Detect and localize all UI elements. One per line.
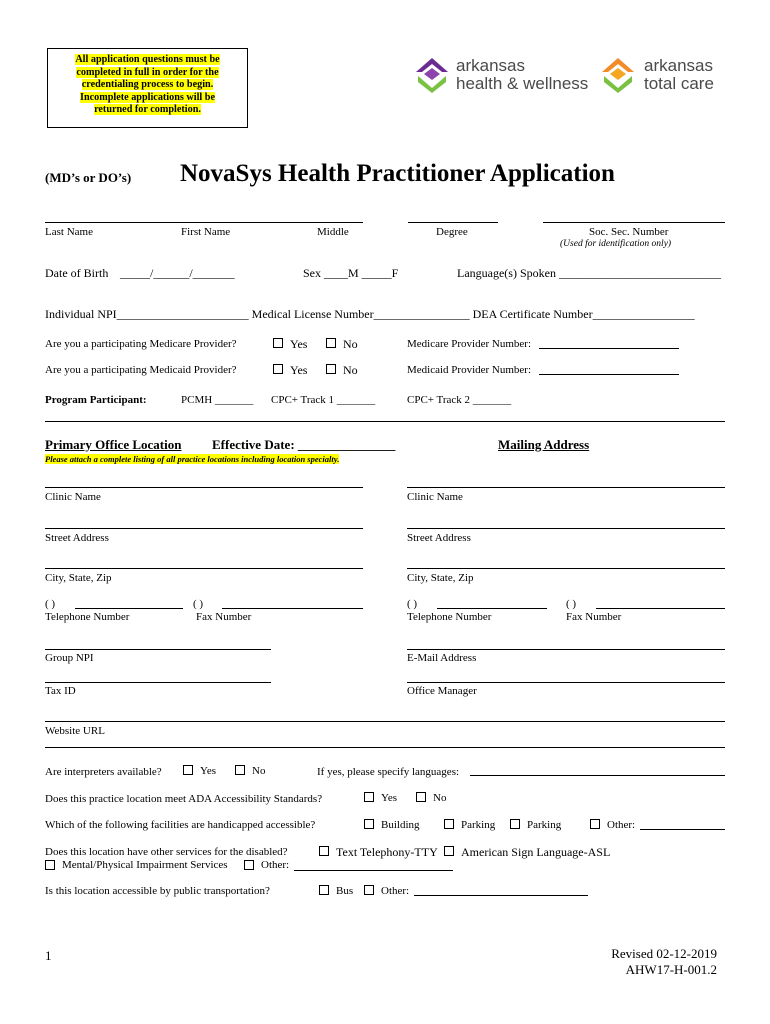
md-do-label: (MD’s or DO’s) <box>45 170 132 185</box>
attach-note <box>45 454 339 464</box>
transport-other-checkbox[interactable] <box>364 885 374 895</box>
medicare-no-label: No <box>343 337 358 351</box>
language-field[interactable]: Language(s) Spoken ___________________________ <box>457 266 721 280</box>
fax-line-left[interactable] <box>222 608 363 609</box>
ahw-logo-line1: arkansas <box>456 56 525 75</box>
atc-logo-mark-icon <box>600 56 636 94</box>
degree-label: Degree <box>436 226 468 238</box>
transport-other-line[interactable] <box>414 895 588 896</box>
fax-label-right: Fax Number <box>566 611 622 623</box>
medicare-no-checkbox[interactable] <box>326 338 336 348</box>
transport-other-label: Other: <box>381 885 410 897</box>
completion-notice <box>47 48 248 128</box>
parking-checkbox-1[interactable] <box>444 819 454 829</box>
street-line-right[interactable] <box>407 528 725 529</box>
notice-line: returned for completion. <box>94 104 201 116</box>
street-label-right: Street Address <box>407 532 471 544</box>
atc-logo-line2: total care <box>644 74 714 93</box>
program-participant-label: Program Participant: <box>45 394 147 406</box>
disabled-other-label: Other: <box>261 859 290 871</box>
middle-label: Middle <box>317 226 349 238</box>
notice-line: credentialing process to begin. <box>81 79 214 91</box>
ada-no-label: No <box>433 792 447 804</box>
sex-field[interactable]: Sex ____M _____F <box>303 266 399 280</box>
disabled-other-line[interactable] <box>294 870 453 871</box>
medicare-number-label: Medicare Provider Number: <box>407 338 532 350</box>
street-label-left: Street Address <box>45 532 109 544</box>
tel-area-right[interactable]: ( ) <box>407 598 418 610</box>
form-code: AHW17-H-001.2 <box>625 962 717 977</box>
interpreters-yes-checkbox[interactable] <box>183 765 193 775</box>
group-npi-line[interactable] <box>45 649 271 650</box>
fax-area-right[interactable]: ( ) <box>566 598 577 610</box>
primary-office-heading: Primary Office Location <box>45 437 182 452</box>
tel-label-left: Telephone Number <box>45 611 130 623</box>
tel-line-left[interactable] <box>75 608 183 609</box>
mental-impairment-checkbox[interactable] <box>45 860 55 870</box>
dob-label: Date of Birth <box>45 266 109 280</box>
ada-no-checkbox[interactable] <box>416 792 426 802</box>
disabled-services-question: Does this location have other services for the disabled? <box>45 846 288 858</box>
website-line[interactable] <box>45 721 725 722</box>
disabled-other-checkbox[interactable] <box>244 860 254 870</box>
cpc-track2-field[interactable]: CPC+ Track 2 _______ <box>407 394 512 406</box>
tty-checkbox[interactable] <box>319 846 329 856</box>
clinic-name-label-right: Clinic Name <box>407 491 463 503</box>
medicaid-number-label: Medicaid Provider Number: <box>407 364 532 376</box>
clinic-name-label-left: Clinic Name <box>45 491 101 503</box>
city-label-right: City, State, Zip <box>407 572 474 584</box>
fax-label-left: Fax Number <box>196 611 252 623</box>
ada-question: Does this practice location meet ADA Accessibility Standards? <box>45 793 323 805</box>
dob-blanks[interactable]: _____/______/_______ <box>120 266 235 280</box>
mental-impairment-label: Mental/Physical Impairment Services <box>62 859 228 871</box>
fax-area-left[interactable]: ( ) <box>193 598 204 610</box>
medicaid-yes-checkbox[interactable] <box>273 364 283 374</box>
parking-label-2: Parking <box>527 819 562 831</box>
transport-question: Is this location accessible by public transportation? <box>45 885 270 897</box>
building-label: Building <box>381 819 420 831</box>
ssn-line[interactable] <box>543 222 725 223</box>
ahw-logo <box>414 56 594 96</box>
bus-checkbox[interactable] <box>319 885 329 895</box>
city-line-right[interactable] <box>407 568 725 569</box>
atc-logo <box>600 56 730 96</box>
medicare-yes-label: Yes <box>290 337 308 351</box>
ada-yes-checkbox[interactable] <box>364 792 374 802</box>
tty-label: Text Telephony-TTY <box>336 845 438 859</box>
asl-label: American Sign Language-ASL <box>461 845 611 859</box>
handicap-question: Which of the following facilities are handicapped accessible? <box>45 819 316 831</box>
npi-license-dea-row[interactable]: Individual NPI______________________ Medical License Number________________ DEA Certificate Number_________________ <box>45 307 695 321</box>
tax-id-label: Tax ID <box>45 685 76 697</box>
medicaid-yes-label: Yes <box>290 363 308 377</box>
page-number: 1 <box>45 948 52 963</box>
handicap-other-label: Other: <box>607 819 636 831</box>
ada-yes-label: Yes <box>381 792 398 804</box>
tel-label-right: Telephone Number <box>407 611 492 623</box>
cpc-track1-field[interactable]: CPC+ Track 1 _______ <box>271 394 376 406</box>
ssn-note: (Used for identification only) <box>560 239 672 249</box>
effective-date-field[interactable]: Effective Date: _______________ <box>212 437 396 452</box>
interpreters-no-checkbox[interactable] <box>235 765 245 775</box>
parking-label-1: Parking <box>461 819 496 831</box>
medicaid-no-label: No <box>343 363 358 377</box>
email-label: E-Mail Address <box>407 652 477 664</box>
degree-line[interactable] <box>408 222 498 223</box>
first-name-label: First Name <box>181 226 231 238</box>
ahw-logo-line2: health & wellness <box>456 74 589 93</box>
last-name-label: Last Name <box>45 226 93 238</box>
ahw-logo-mark-icon <box>414 56 450 94</box>
email-line[interactable] <box>407 649 725 650</box>
medicare-question: Are you a participating Medicare Provider? <box>45 338 237 350</box>
clinic-name-line-left[interactable] <box>45 487 363 488</box>
tax-id-line[interactable] <box>45 682 271 683</box>
page-title: NovaSys Health Practitioner Application <box>180 160 615 187</box>
ssn-label: Soc. Sec. Number <box>589 226 669 238</box>
medicaid-number-line[interactable] <box>539 374 679 375</box>
building-checkbox[interactable] <box>364 819 374 829</box>
clinic-name-line-right[interactable] <box>407 487 725 488</box>
website-label: Website URL <box>45 725 105 737</box>
notice-line: All application questions must be <box>75 54 220 65</box>
medicare-number-line[interactable] <box>539 348 679 349</box>
pcmh-field[interactable]: PCMH _______ <box>181 394 254 406</box>
medicaid-no-checkbox[interactable] <box>326 364 336 374</box>
interpreters-yes-label: Yes <box>200 765 217 777</box>
atc-logo-line1: arkansas <box>644 56 713 75</box>
handicap-other-checkbox[interactable] <box>590 819 600 829</box>
city-label-left: City, State, Zip <box>45 572 112 584</box>
interpreters-no-label: No <box>252 765 266 777</box>
parking-checkbox-2[interactable] <box>510 819 520 829</box>
street-line-left[interactable] <box>45 528 363 529</box>
fax-line-right[interactable] <box>596 608 725 609</box>
group-npi-label: Group NPI <box>45 652 94 664</box>
interpreters-question: Are interpreters available? <box>45 766 162 778</box>
section-divider <box>45 421 725 422</box>
mailing-address-heading: Mailing Address <box>498 437 590 452</box>
tel-area-left[interactable]: ( ) <box>45 598 56 610</box>
bus-label: Bus <box>336 885 354 897</box>
notice-line: completed in full in order for the <box>76 66 219 78</box>
asl-checkbox[interactable] <box>444 846 454 856</box>
notice-line: Incomplete applications will be <box>80 91 215 103</box>
website-divider <box>45 747 725 748</box>
office-manager-label: Office Manager <box>407 685 477 697</box>
tel-line-right[interactable] <box>437 608 547 609</box>
languages-specify-line[interactable] <box>470 775 725 776</box>
languages-specify-label: If yes, please specify languages: <box>317 766 460 778</box>
attach-note-text: Please attach a complete listing of all practice locations including location specialty. <box>45 454 340 464</box>
handicap-other-line[interactable] <box>640 829 725 830</box>
office-manager-line[interactable] <box>407 682 725 683</box>
medicaid-question: Are you a participating Medicaid Provider? <box>45 364 237 376</box>
name-line[interactable] <box>45 222 363 223</box>
revised-date: Revised 02-12-2019 <box>611 946 717 961</box>
medicare-yes-checkbox[interactable] <box>273 338 283 348</box>
city-line-left[interactable] <box>45 568 363 569</box>
